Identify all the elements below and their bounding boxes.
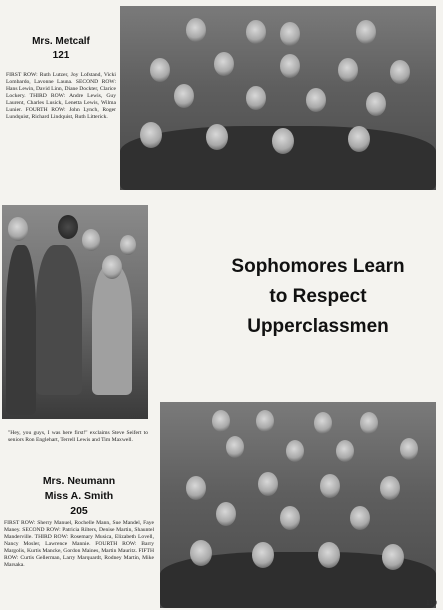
page-number: 119 (425, 600, 437, 607)
teacher-name-metcalf: Mrs. Metcalf (32, 36, 90, 47)
teacher-name-neumann: Mrs. Neumann (42, 475, 116, 487)
room-number-205: 205 (70, 505, 88, 517)
teacher-name-smith: Miss A. Smith (44, 490, 114, 502)
page-headline (200, 252, 436, 342)
headline-line-1: Sophomores Learn (231, 256, 405, 277)
room-number-121: 121 (52, 50, 70, 61)
candid-photo-caption: "Hey, you guys, I was here first!" exclaims Steve Seifert to seniors Ron Englehart, Terrell Lewis and Tim Maxwell. (8, 430, 148, 443)
class-photo-metcalf (120, 6, 436, 190)
candid-photo-hallway (2, 205, 148, 419)
caption-metcalf-roster: FIRST ROW: Ruth Lutzer, Joy Lofstand, Vicki Lombardo, Lavonne Launa. SECOND ROW: Hans Lewin, David Linn, Diane Dockter, Clarice Lockery. THIRD ROW: Andre Lewis, Guy Laurent, Charles Lusick, Lenetta Lewis, Wilma Lunier. FOURTH ROW: John Lynch, Roger Lundquist, Richard Lindquist, Ruth Litterick. (6, 72, 116, 120)
class-photo-neumann-smith (160, 402, 436, 608)
headline-line-3: Upperclassmen (247, 316, 389, 337)
headline-line-2: to Respect (269, 286, 367, 307)
caption-neumann-roster: FIRST ROW: Sherry Manuel, Rochelle Mann, Sue Mandel, Faye Maney. SECOND ROW: Patricia Rilters, Denise Martin, Shauntel Manderville. THIRD ROW: Rosemary Musica, Elizabeth Lovell, Nancy Mosler, Lawrence Mannie. FOURTH ROW: Barry Margolis, Kurtis Mancke, Gordon Maines, Martin Mauritz. FIFTH ROW: Curtis Gellerman, Larry Marquardt, Rodney Martin, Mike Marsaka. (4, 520, 154, 568)
